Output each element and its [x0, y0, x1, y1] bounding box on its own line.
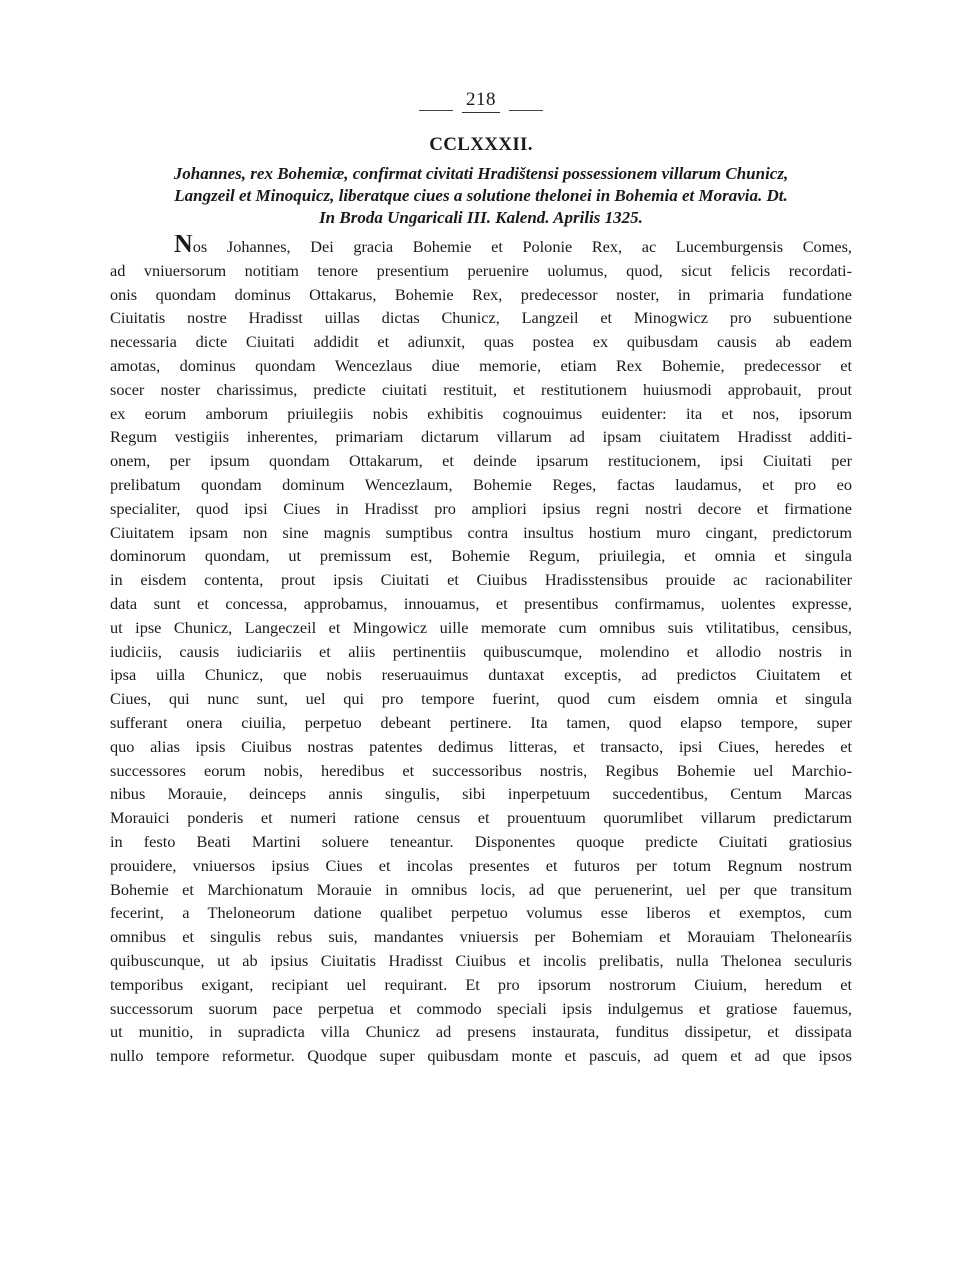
header-rule-right [509, 110, 543, 111]
body-line: Bohemie et Marchionatum Morauie in omnibus locis, ad que peruenerint, uel per que transitum [110, 879, 852, 899]
body-line: onem, per ipsum quondam Ottakarum, et deinde ipsarum restitucionem, ipsi Ciuitati per [110, 451, 852, 471]
heading-line: Langzeil et Minoquicz, liberatque ciues a solutione thelonei in Bohemia et Moravia. Dt. [174, 186, 788, 205]
body-line: temporibus exigant, recipiant uel requirant. Et pro ipsorum nostrorum Ciuium, heredum et [110, 974, 852, 994]
body-line: ex eorum amborum priuilegiis nobis exhibitis cognouimus euidenter: ita et nos, ipsorum [110, 403, 852, 423]
body-line: onis quondam dominus Ottakarus, Bohemie Rex, predecessor noster, in primaria fundatione [110, 284, 852, 304]
body-line: successorum suorum pace perpetua et commodo speciali ipsis indulgemus et gratiose fauemus, [110, 998, 852, 1018]
body-line: dominorum quondam, ut premissum est, Bohemie Regum, priuilegia, et omnia et singula [110, 546, 852, 566]
body-line: amotas, dominus quondam Wencezlaus diue memorie, etiam Rex Bohemie, predecessor et [110, 355, 852, 375]
document-number: CCLXXXII. [429, 134, 533, 155]
document-heading [110, 163, 852, 229]
body-line: Morauici ponderis et numeri ratione census et prouentuum quorumlibet villarum predictarum [110, 808, 852, 828]
body-line: prouidere, vniuersos ipsius Ciues et incolas presentes et futuros per totum Regnum nostrum [110, 855, 852, 875]
body-line: Ciues, qui nunc sunt, uel qui pro tempore fuerint, quod cum eisdem omnia et singula [110, 689, 852, 709]
header-rule-left [419, 110, 453, 111]
body-line: nullo tempore reformetur. Quodque super quibusdam monte et pascuis, ad quem et ad que ipsos [110, 1046, 852, 1066]
body-line: quibuscunque, ut ab ipsius Ciuitatis Hradisst Ciuibus et incolis prelibatis, nulla Thelonea seculuris [110, 950, 852, 970]
page-header [110, 88, 852, 116]
body-line: ut ipse Chunicz, Langeczeil et Mingowicz uille memorate cum omnibus suis vtilitatibus, censibus, [110, 617, 852, 637]
body-line: Ciuitatem ipsam non sine magnis sumptibus contra insultus hostium muro cingant, predictorum [110, 522, 852, 542]
body-line: ad vniuersorum notitiam tenore presentium peruenire uolumus, quod, sicut felicis recordati- [110, 260, 852, 280]
body-line: prelibatum quondam dominum Wencezlaum, Bohemie Reges, factas laudamus, et pro eo [110, 474, 852, 494]
heading-line: In Broda Ungaricali III. Kalend. Aprilis 1325. [319, 208, 643, 227]
body-line: Regum vestigiis inherentes, primariam dictarum villarum ad ipsam ciuitatem Hradisst additi- [110, 427, 852, 447]
page-number: 218 [462, 88, 500, 113]
body-line: data sunt et concessa, approbamus, innouamus, et presentibus confirmamus, uolentes expresse, [110, 593, 852, 613]
first-line-text: os Johannes, Dei gracia Bohemie et Polonie Rex, ac Lucemburgensis Comes, [192, 237, 852, 256]
initial-letter: N [174, 235, 193, 258]
body-line: fecerint, a Theloneorum datione qualibet perpetuo volumus esse liberos et exemptos, cum [110, 903, 852, 923]
body-line: omnibus et singulis rebus suis, mandantes vniuersis per Bohemiam et Morauiam Thelonearíis [110, 927, 852, 947]
body-line: socer noster charissimus, predicte ciuitati restituit, et restitutionem huiusmodi approbauit, prout [110, 379, 852, 399]
body-line: successores eorum nobis, heredibus et successoribus nostris, Regibus Bohemie uel Marchio- [110, 760, 852, 780]
body-line-first [110, 235, 852, 259]
body-line: in eisdem contenta, prout ipsis Ciuitati et Ciuibus Hradisstensibus prouide ac racionabiliter [110, 570, 852, 590]
document-body [110, 235, 852, 1068]
body-line: ipsa uilla Chunicz, que nobis reseruauimus duntaxat exceptis, ad predictos Ciuitatem et [110, 665, 852, 685]
body-line: sufferant onera ciuilia, perpetuo debeant pertinere. Ita tamen, quod elapso tempore, super [110, 712, 852, 732]
heading-line: Johannes, rex Bohemiæ, confirmat civitati Hradištensi possessionem villarum Chunicz, [173, 164, 789, 183]
body-line: Ciuitatis nostre Hradisst uillas dictas Chunicz, Langzeil et Minogwicz pro subuentione [110, 308, 852, 328]
body-line: iudiciis, causis iudiciariis et aliis pertinentiis quibuscumque, molendino et allodio nostris in [110, 641, 852, 661]
body-line: specialiter, quod ipsi Ciues in Hradisst pro ampliori ipsius regni nostri decore et firmatione [110, 498, 852, 518]
body-line: necessaria dicte Ciuitati addidit et adiunxit, quas postea ex quibusdam causis ab eadem [110, 332, 852, 352]
body-line: ut munitio, in supradicta villa Chunicz ad presens instaurata, funditus dissipetur, et dissipata [110, 1022, 852, 1042]
body-line: nibus Morauie, deinceps annis singulis, sibi inperpetuum succedentibus, Centum Marcas [110, 784, 852, 804]
document-page [110, 88, 852, 1068]
body-line: quo alias ipsis Ciuibus nostras patentes dedimus litteras, et transacto, ipsi Ciues, heredes et [110, 736, 852, 756]
body-line: in festo Beati Martini soluere teneantur. Disponentes quoque predicte Ciuitati gratiosius [110, 831, 852, 851]
